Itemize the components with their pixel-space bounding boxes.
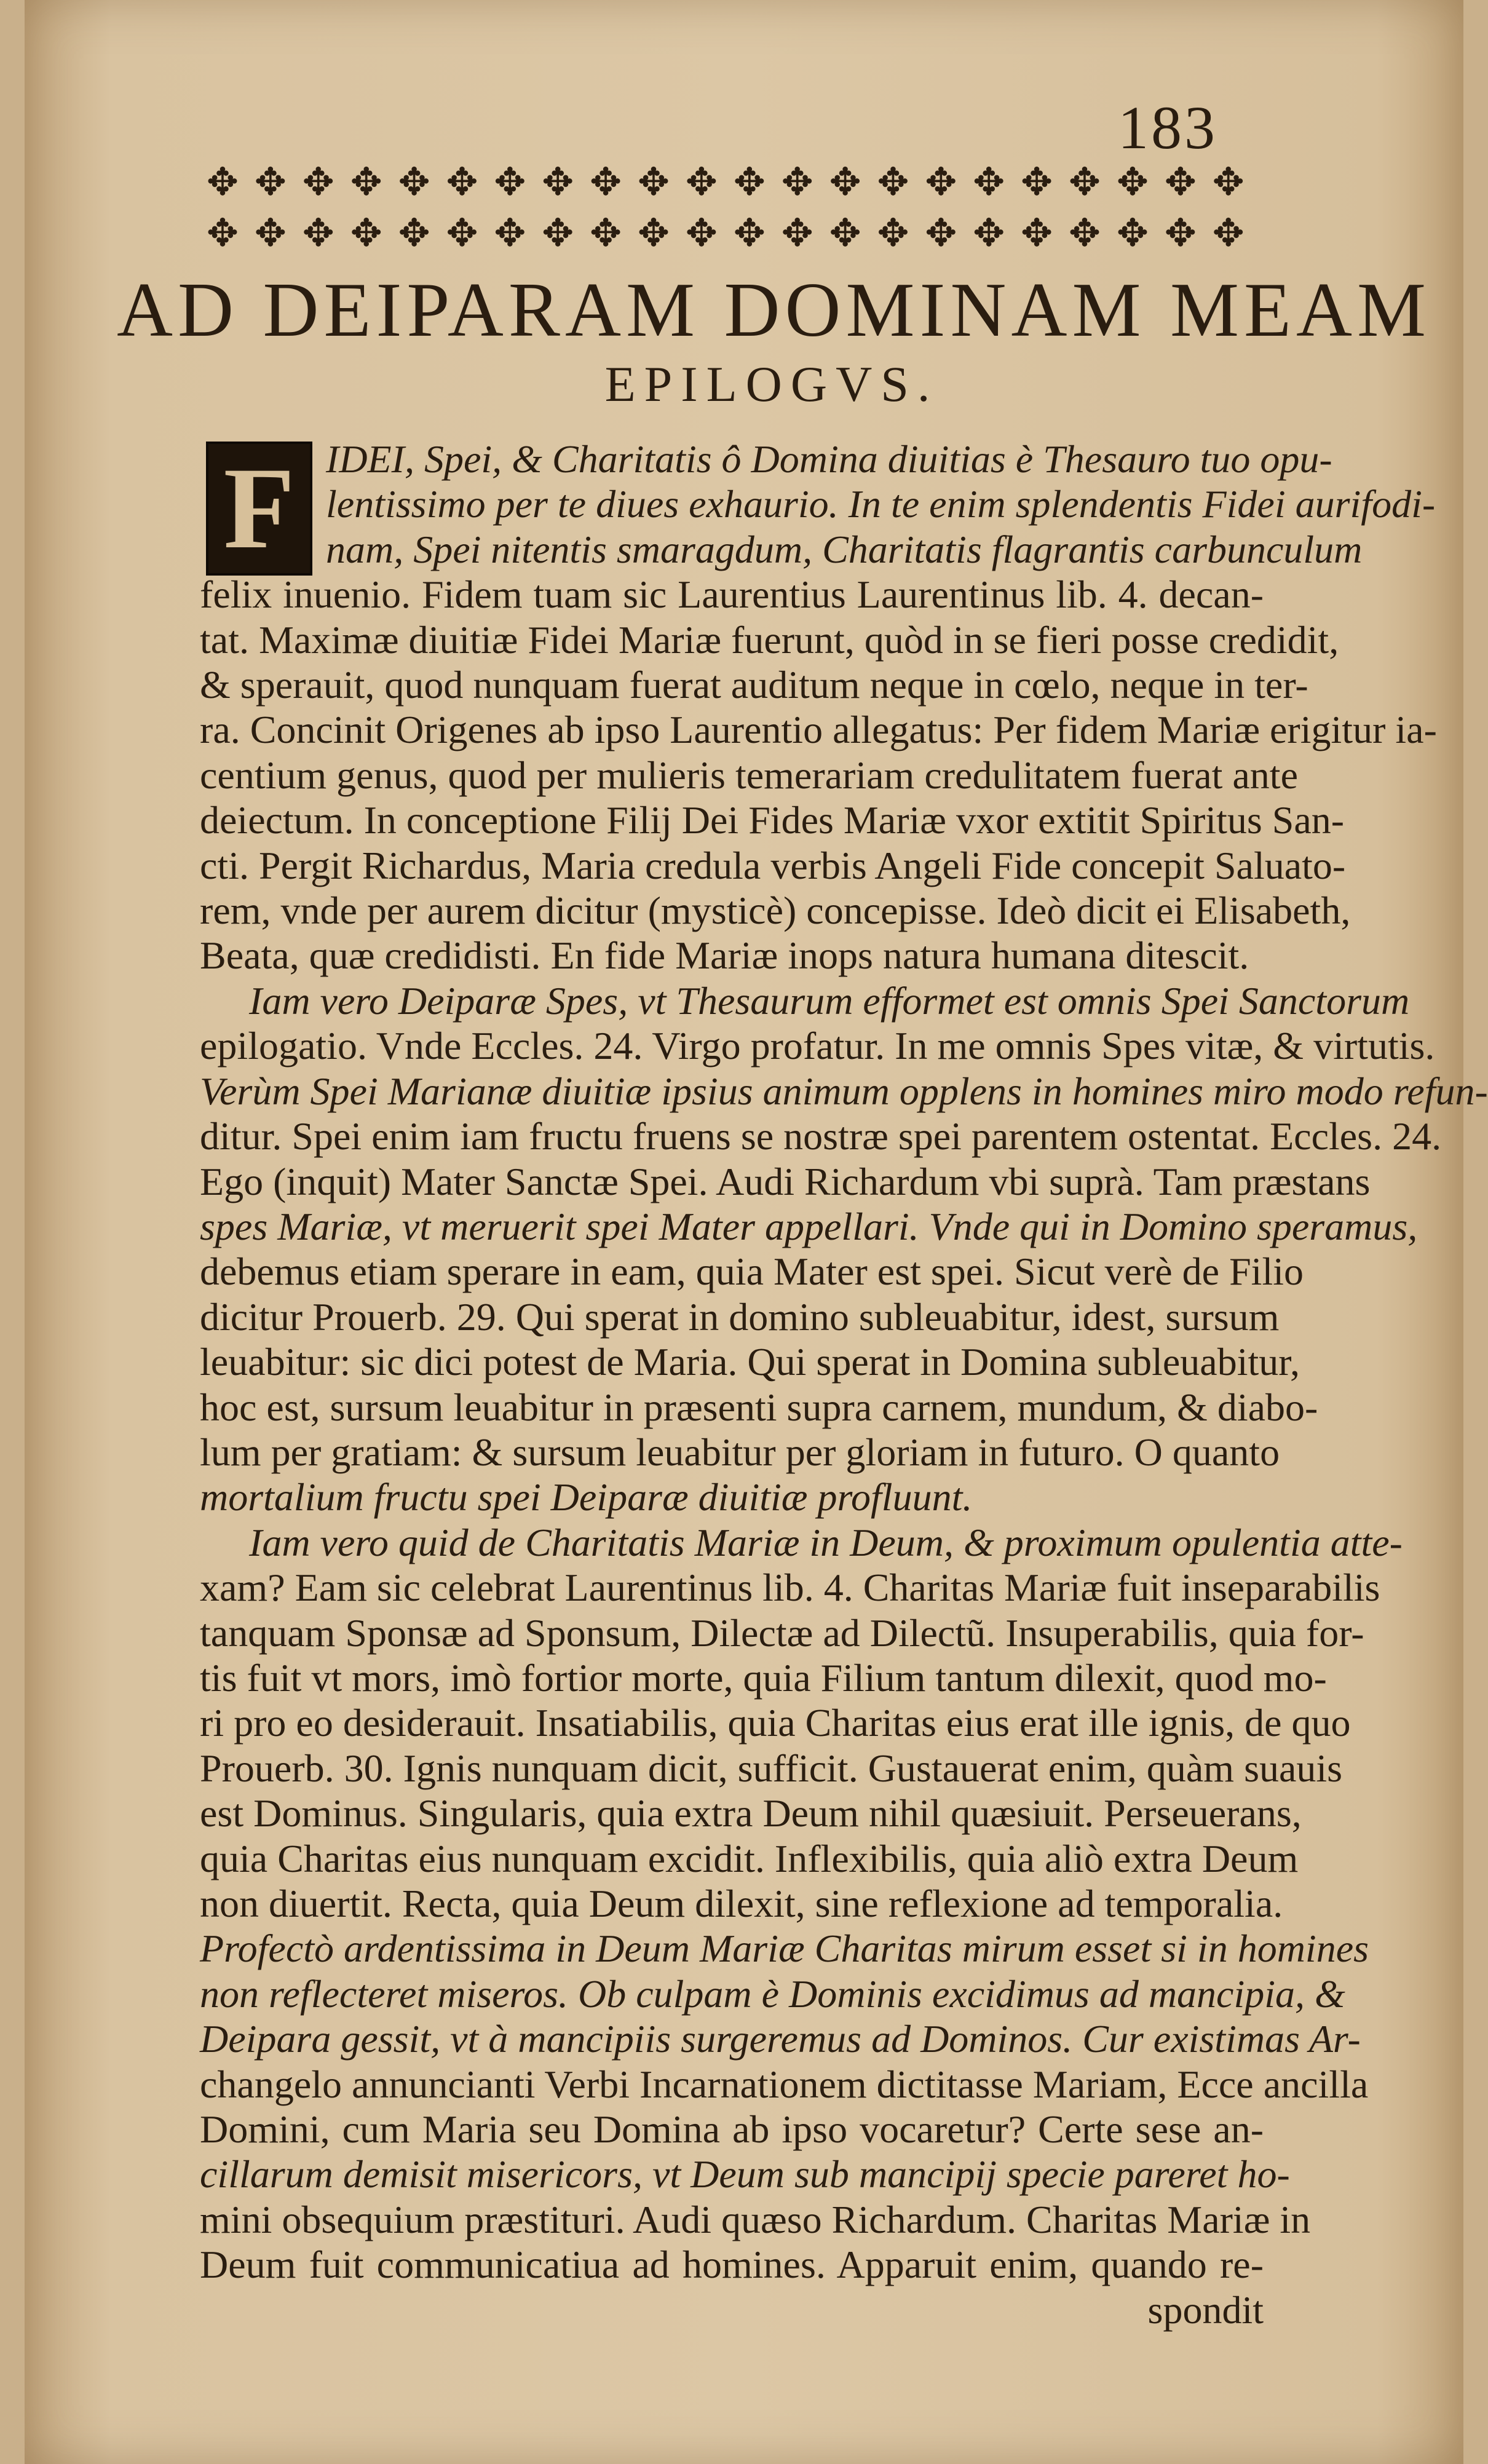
fleuron-icon: ✥ <box>829 162 861 204</box>
fleuron-icon: ✥ <box>781 213 813 255</box>
fleuron-icon: ✥ <box>973 162 1005 204</box>
fleuron-icon: ✥ <box>590 213 622 255</box>
page-number: 183 <box>1118 93 1217 162</box>
text-line: rem, vnde per aurem dicitur (mysticè) concepisse. Ideò dicit ei Elisabeth, <box>200 889 1351 933</box>
fleuron-icon: ✥ <box>829 213 861 255</box>
text-line: Ego (inquit) Mater Sanctæ Spei. Audi Richardum vbi suprà. Tam præstans <box>200 1159 1371 1203</box>
fleuron-icon: ✥ <box>494 162 526 204</box>
text-line: debemus etiam sperare in eam, quia Mater est spei. Sicut verè de Filio <box>200 1250 1304 1294</box>
text-line: nam, Spei nitentis smaragdum, Charitatis flagrantis carbunculum <box>326 527 1363 571</box>
text-line: felix inuenio. Fidem tuam sic Laurentius Laurentinus lib. 4. decan- <box>200 572 1264 617</box>
fleuron-icon: ✥ <box>446 162 478 204</box>
fleuron-icon: ✥ <box>494 213 526 255</box>
fleuron-icon: ✥ <box>302 213 334 255</box>
text-line: & sperauit, quod nunquam fuerat auditum neque in cœlo, neque in ter- <box>200 663 1308 707</box>
fleuron-icon: ✥ <box>350 213 382 255</box>
text-line: Deipara gessit, vt à mancipiis surgeremus ad Dominos. Cur existimas Ar- <box>200 2017 1361 2061</box>
fleuron-icon: ✥ <box>1069 162 1101 204</box>
fleuron-icon: ✥ <box>973 213 1005 255</box>
text-line: Verùm Spei Marianæ diuitiæ ipsius animum opplens in homines miro modo refun- <box>200 1069 1488 1113</box>
fleuron-icon: ✥ <box>398 213 430 255</box>
text-line: changelo annuncianti Verbi Incarnationem dictitasse Mariam, Ecce ancilla <box>200 2062 1369 2106</box>
text-line: Deum fuit communicatiua ad homines. Apparuit enim, quando re- <box>200 2243 1264 2287</box>
text-line: mortalium fructu spei Deiparæ diuitiæ profluunt. <box>200 1475 973 1519</box>
text-line: hoc est, sursum leuabitur in præsenti supra carnem, mundum, & diabo- <box>200 1385 1318 1429</box>
ornament-border-top <box>200 161 1251 204</box>
fleuron-icon: ✥ <box>542 162 574 204</box>
fleuron-icon: ✥ <box>1021 213 1053 255</box>
page-title: AD DEIPARAM DOMINAM MEAM <box>117 267 1431 353</box>
text-line: Profectò ardentissima in Deum Mariæ Charitas mirum esset si in homines <box>200 1927 1369 1971</box>
initial-letter: F <box>223 444 295 573</box>
fleuron-icon: ✥ <box>1021 162 1053 204</box>
text-line: ditur. Spei enim iam fructu fruens se nostræ spei parentem ostentat. Eccles. 24. <box>200 1114 1442 1159</box>
ornament-border-bottom <box>200 212 1251 255</box>
fleuron-icon: ✥ <box>638 162 670 204</box>
text-line: Prouerb. 30. Ignis nunquam dicit, sufficit. Gustauerat enim, quàm suauis <box>200 1746 1343 1790</box>
catchword: spondit <box>1147 2288 1264 2332</box>
text-line: xam? Eam sic celebrat Laurentinus lib. 4. Charitas Mariæ fuit inseparabilis <box>200 1566 1380 1610</box>
text-line: spes Mariæ, vt meruerit spei Mater appellari. Vnde qui in Domino speramus, <box>200 1204 1418 1248</box>
text-line: Iam vero Deiparæ Spes, vt Thesaurum efformet est omnis Spei Sanctorum <box>249 978 1410 1023</box>
text-line: tanquam Sponsæ ad Sponsum, Dilectæ ad Dilectũ. Insuperabilis, quia for- <box>200 1610 1364 1655</box>
fleuron-icon: ✥ <box>254 213 287 255</box>
text-line: leuabitur: sic dici potest de Maria. Qui sperat in Domina subleuabitur, <box>200 1340 1300 1384</box>
text-line: ri pro eo desiderauit. Insatiabilis, quia Charitas eius erat ille ignis, de quo <box>200 1701 1351 1745</box>
fleuron-icon: ✥ <box>733 162 766 204</box>
body-text <box>200 437 1488 2332</box>
book-page <box>25 0 1488 2464</box>
text-line: non reflecteret miseros. Ob culpam è Dominis excidimus ad mancipia, & <box>200 1971 1345 2016</box>
fleuron-icon: ✥ <box>1164 213 1197 255</box>
fleuron-icon: ✥ <box>1212 162 1245 204</box>
fleuron-icon: ✥ <box>685 162 718 204</box>
fleuron-icon: ✥ <box>254 162 287 204</box>
text-line: non diuertit. Recta, quia Deum dilexit, sine reflexione ad temporalia. <box>200 1882 1283 1925</box>
fleuron-icon: ✥ <box>542 213 574 255</box>
fleuron-icon: ✥ <box>877 213 909 255</box>
text-line: lentissimo per te diues exhaurio. In te enim splendentis Fidei aurifodi- <box>326 482 1436 526</box>
fleuron-icon: ✥ <box>207 162 239 204</box>
fleuron-icon: ✥ <box>350 162 382 204</box>
text-line: epilogatio. Vnde Eccles. 24. Virgo profatur. In me omnis Spes vitæ, & virtutis. <box>200 1024 1435 1068</box>
fleuron-icon: ✥ <box>590 162 622 204</box>
text-line: Domini, cum Maria seu Domina ab ipso vocaretur? Certe sese an- <box>200 2107 1264 2152</box>
fleuron-icon: ✥ <box>685 213 718 255</box>
text-line: est Dominus. Singularis, quia extra Deum nihil quæsiuit. Perseuerans, <box>200 1791 1302 1836</box>
fleuron-icon: ✥ <box>877 162 909 204</box>
text-line: deiectum. In conceptione Filij Dei Fides Mariæ vxor extitit Spiritus San- <box>200 798 1345 842</box>
text-line: lum per gratiam: & sursum leuabitur per gloriam in futuro. O quanto <box>200 1430 1280 1474</box>
fleuron-icon: ✥ <box>733 213 766 255</box>
fleuron-icon: ✥ <box>925 162 957 204</box>
fleuron-icon: ✥ <box>302 162 334 204</box>
text-line: ra. Concinit Origenes ab ipso Laurentio allegatus: Per fidem Mariæ erigitur ia- <box>200 708 1437 752</box>
text-line: mini obsequium præstituri. Audi quæso Richardum. Charitas Mariæ in <box>200 2197 1311 2241</box>
fleuron-icon: ✥ <box>398 162 430 204</box>
fleuron-icon: ✥ <box>1116 213 1149 255</box>
fleuron-icon: ✥ <box>1069 213 1101 255</box>
text-line: dicitur Prouerb. 29. Qui sperat in domino subleuabitur, idest, sursum <box>200 1294 1280 1339</box>
text-line: tis fuit vt mors, imò fortior morte, quia Filium tantum dilexit, quod mo- <box>200 1655 1327 1700</box>
fleuron-icon: ✥ <box>1116 162 1149 204</box>
fleuron-icon: ✥ <box>781 162 813 204</box>
text-line: IDEI, Spei, & Charitatis ô Domina diuitias è Thesauro tuo opu- <box>326 437 1332 481</box>
page-subtitle: EPILOGVS. <box>604 356 939 412</box>
fleuron-icon: ✥ <box>1212 213 1245 255</box>
fleuron-icon: ✥ <box>446 213 478 255</box>
fleuron-icon: ✥ <box>207 213 239 255</box>
text-line: Iam vero quid de Charitatis Mariæ in Deum, & proximum opulentia atte- <box>249 1520 1403 1564</box>
fleuron-icon: ✥ <box>925 213 957 255</box>
text-line: cillarum demisit misericors, vt Deum sub mancipij specie pareret ho- <box>200 2152 1290 2197</box>
text-line: centium genus, quod per mulieris temerariam credulitatem fuerat ante <box>200 753 1298 797</box>
text-line: tat. Maximæ diuitiæ Fidei Mariæ fuerunt, quòd in se fieri posse credidit, <box>200 617 1339 662</box>
fleuron-icon: ✥ <box>1164 162 1197 204</box>
text-line: Beata, quæ credidisti. En fide Mariæ inops natura humana ditescit. <box>200 933 1249 978</box>
fleuron-icon: ✥ <box>638 213 670 255</box>
text-line: cti. Pergit Richardus, Maria credula verbis Angeli Fide concepit Saluato- <box>200 843 1346 887</box>
text-line: quia Charitas eius nunquam excidit. Inflexibilis, quia aliò extra Deum <box>200 1836 1299 1880</box>
